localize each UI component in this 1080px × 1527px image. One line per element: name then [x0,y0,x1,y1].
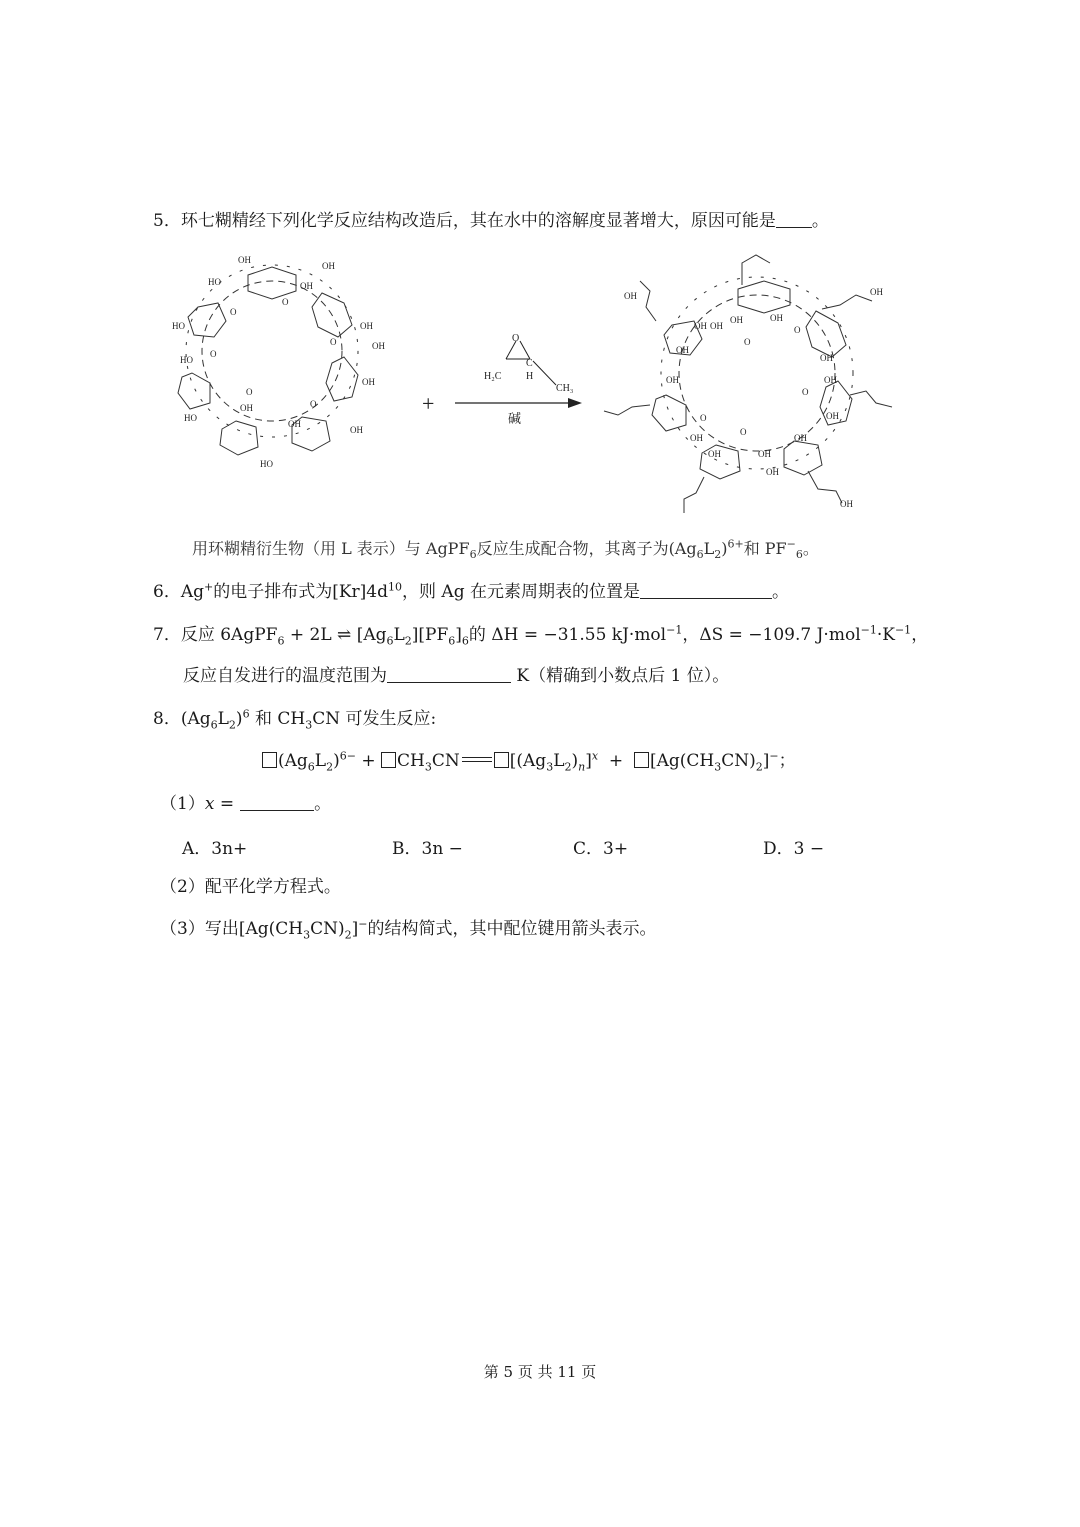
svg-text:OH: OH [730,315,743,325]
epoxide-c: C [526,358,533,369]
question-8: 8．$(Ag_6L_2)^6$ 和 $CH_3CN$ 可发生反应: [153,707,437,732]
svg-text:OH: OH [360,321,373,331]
option-c[interactable]: C．3+ [573,839,629,859]
coefficient-box-4[interactable] [634,752,649,768]
svg-text:OH: OH [240,403,253,413]
sub-question-3: （3）写出$[Ag(CH_3CN)_2]^-$的结构简式，其中配位键用箭头表示。 [160,917,657,942]
svg-text:OH: OH [288,419,301,429]
svg-text:O: O [740,427,747,437]
svg-text:OH: OH [694,321,707,331]
question-7: 7．反应 6AgPF$_6$ + 2L ⇌ $[Ag_6L_2][PF_6]_6$的 ΔH = −31.55 kJ·mol$^{-1}$，ΔS = −109.7 $J\cdot mol^{-1}\cdot K^{-1}$， [153,623,929,648]
q5-number: 5． [153,211,181,231]
cyclodextrin-structure [178,265,358,455]
svg-text:OH: OH [624,291,637,301]
q5-text: 环七糊精经下列化学反应结构改造后，其在水中的溶解度显著增大，原因可能是 [180,211,776,231]
svg-text:O: O [330,337,337,347]
svg-text:O: O [230,307,237,317]
reaction-scheme [0,245,1080,525]
svg-text:OH: OH [708,449,721,459]
svg-text:OH: OH [824,375,837,385]
question-5: 5．环七糊精经下列化学反应结构改造后，其在水中的溶解度显著增大，原因可能是 。 [153,211,829,231]
svg-text:O: O [700,413,707,423]
equals-sign [462,757,492,762]
svg-text:OH: OH [322,261,335,271]
svg-text:OH: OH [372,341,385,351]
sub-question-1: （1）x = 。 [160,794,332,814]
svg-text:HO: HO [172,321,185,331]
modified-cyclodextrin-labels [624,287,883,509]
svg-text:OH: OH [840,499,853,509]
modified-cyclodextrin-structure [604,255,892,513]
svg-text:OH: OH [820,353,833,363]
option-d[interactable]: D．3 − [763,839,825,859]
svg-text:OH: OH [770,313,783,323]
svg-text:OH: OH [300,281,313,291]
equilibrium-arrow: ⇌ [337,625,352,645]
epoxide-h2c: H₂C [484,371,502,382]
plus-sign: + [422,391,435,416]
svg-text:OH: OH [766,467,779,477]
svg-text:O: O [246,387,253,397]
coefficient-box-3[interactable] [494,752,509,768]
svg-text:OH: OH [690,433,703,443]
coefficient-box-1[interactable] [262,752,277,768]
catalyst-label: 碱 [508,411,522,426]
coefficient-box-2[interactable] [381,752,396,768]
epoxide-h: H [526,371,534,382]
x-answer-blank[interactable] [240,792,314,811]
arrow-head [568,398,582,408]
svg-text:HO: HO [208,277,221,287]
svg-text:OH: OH [676,345,689,355]
q7-answer-blank[interactable] [387,664,511,683]
svg-text:OH: OH [710,321,723,331]
epoxide-o: O [512,333,520,344]
page-footer: 第 5 页 共 11 页 [483,1363,597,1381]
svg-text:OH: OH [362,377,375,387]
reaction-note: 用环糊精衍生物（用 L 表示）与 AgPF$_6$反应生成配合物，其离子为$(Ag_6L_2)^{6+}$和 $PF^-_6$。 [192,537,819,562]
svg-text:O: O [802,387,809,397]
cyclodextrin-labels [172,255,385,469]
q6-answer-blank[interactable] [640,580,772,599]
svg-text:O: O [744,337,751,347]
svg-text:OH: OH [758,449,771,459]
svg-text:OH: OH [666,375,679,385]
svg-text:OH: OH [870,287,883,297]
svg-text:HO: HO [260,459,273,469]
epoxide-ch3: CH₃ [556,383,574,394]
sub-question-2: （2）配平化学方程式。 [160,877,341,897]
question-7-line2: 反应自发进行的温度范围为 K（精确到小数点后 1 位）。 [183,666,730,686]
svg-text:HO: HO [180,355,193,365]
option-b[interactable]: B．3n − [392,839,463,859]
svg-text:OH: OH [350,425,363,435]
svg-text:OH: OH [794,433,807,443]
svg-text:OH: OH [238,255,251,265]
option-a[interactable]: A．3n+ [182,839,248,859]
svg-text:OH: OH [826,411,839,421]
reaction-equation: $(Ag_6L_2)^{6-} + CH_3CN$ $[(Ag_3L_2)_n]^x + [Ag(CH_3CN)_2]^-$； [262,749,796,773]
svg-text:O: O [310,399,317,409]
question-6: 6．Ag+的电子排布式为$[Kr]4d^{10}$，则 Ag 在元素周期表的位置是 。 [153,580,789,602]
svg-text:O: O [282,297,289,307]
q5-answer-blank[interactable] [776,209,812,228]
svg-text:O: O [794,325,801,335]
svg-text:HO: HO [184,413,197,423]
svg-text:O: O [210,349,217,359]
